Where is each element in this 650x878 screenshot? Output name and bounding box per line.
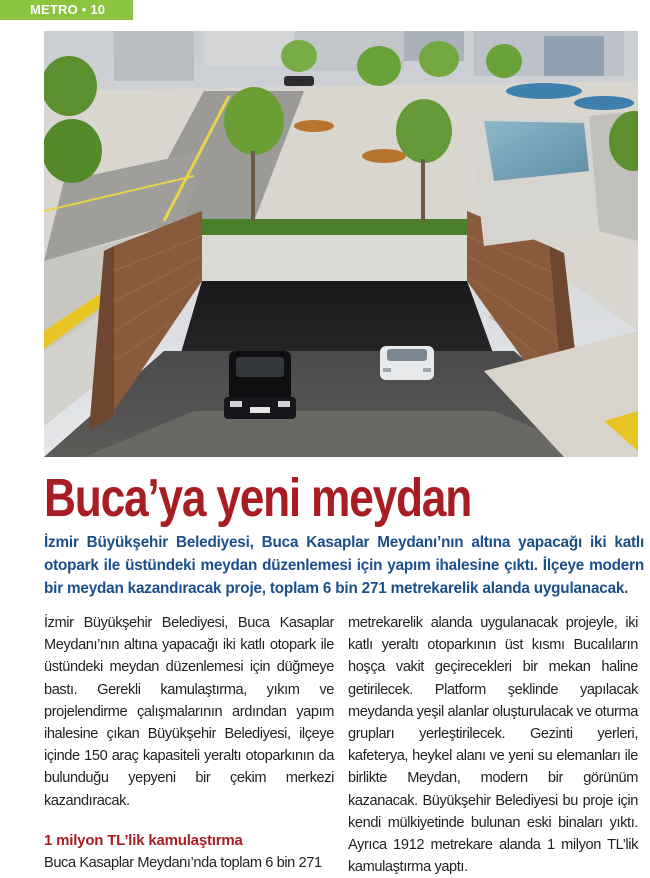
body-paragraph: İzmir Büyükşehir Belediyesi, Buca Kasaplar Meydanı’nın altına yapacağı iki katlı otopark ile üstündeki meydan düzenlemesi için düğmeye bastı. Gerekli kamulaştırma, yıkım ve projelendirme çalışmalarının ardından yapım ihalesine çıkan Büyükşehir Belediyesi, ilçeye içinde 150 araç kapasiteli yeraltı otoparkının da bulunduğu yepyeni bir çekim merkezi kazandıracak. xyxy=(44,615,334,809)
lead-paragraph: İzmir Büyükşehir Belediyesi, Buca Kasaplar Meydanı’nın altına yapacağı iki katlı otopark ile üstündeki meydan düzenlemesi için yapım ihalesine çıktı. İlçeye modern bir meydan kazandıracak proje, toplam 6 bin 271 metrekarelik alanda uygulanacak. xyxy=(44,534,644,597)
body-column-right xyxy=(348,612,638,878)
dark-suv xyxy=(224,351,296,419)
project-rendering-image xyxy=(44,31,638,457)
body-column-left xyxy=(44,612,334,874)
body-paragraph: metrekarelik alanda uygulanacak projeyle, iki katlı yeraltı otoparkının üst kısmı Bucalıların hoşça vakit geçirecekleri bir mekan haline getirilecek. Platform şeklinde yapılacak meydanda yeşil alanlar oluşturulacak ve oturma grupları yerleştirilecek. Gezinti yerleri, kafeterya, heykel alanı ve yeni su elemanları ile birlikte Meydan, modern bir görünüm kazanacak. Büyükşehir Belediyesi bu proje için kendi mülkiyetinde bulunan eski binaları yıktı. Ayrıca 1912 metrekare alanda 1 milyon TL’lik kamulaştırma yaptı. xyxy=(348,615,638,876)
subheading: 1 milyon TL’lik kamulaştırma xyxy=(44,831,243,849)
section-tab: METRO • 10 xyxy=(0,0,133,20)
body-paragraph-continued: Buca Kasaplar Meydanı’nda toplam 6 bin 271 xyxy=(44,855,322,872)
white-car xyxy=(380,346,434,380)
headline: Buca’ya yeni meydan xyxy=(44,468,472,528)
